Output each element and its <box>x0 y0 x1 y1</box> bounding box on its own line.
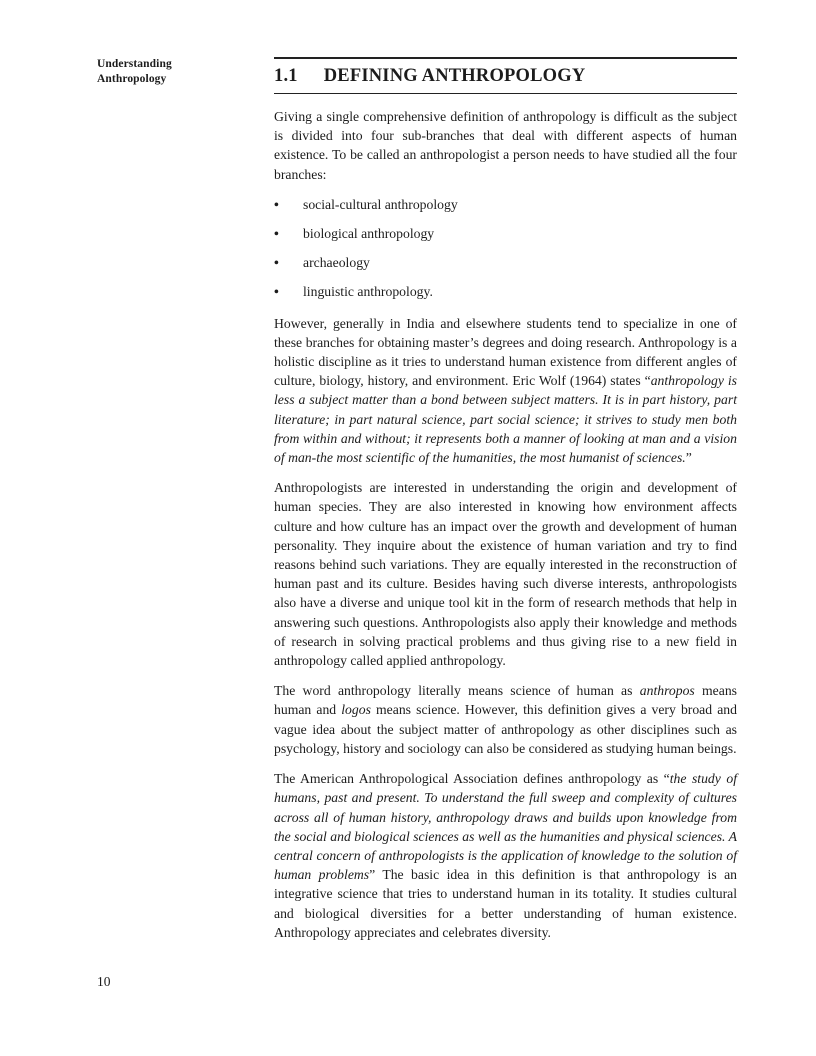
text-segment-italic: logos <box>341 702 371 718</box>
list-item-label: archaeology <box>303 255 370 271</box>
list-item <box>274 282 737 301</box>
content-column <box>274 57 737 996</box>
list-item <box>274 195 737 214</box>
text-segment: Giving a single comprehensive definition of anthropology is difficult as the subject is divided into four sub-branches that deal with different aspects of human existence. To be called an anthropologist a person needs to have studied all the four branches: <box>274 109 737 182</box>
running-head <box>97 57 172 87</box>
text-segment: Anthropologists are interested in understanding the origin and development of human species. They are also interested in knowing how environment affects culture and how culture has an impact over the growth and development of human personality. They inquire about the existence of human variation and try to find reasons behind such variations. They are equally interested in the reconstruction of human past and its culture. Besides having such diverse interests, anthropologists also have a diverse and unique tool kit in the form of research methods that help in answering such questions. Anthropologists also apply their knowledge and methods of research in solving practical problems and thus giving rise to a new field in anthropology called applied anthropology. <box>274 480 737 669</box>
section-title: DEFINING ANTHROPOLOGY <box>323 66 586 86</box>
text-segment-italic: the study of humans, past and present. To understand the full sweep and complexity of cultures across all of human history, anthropology draws and builds upon knowledge from the social and biological sciences as well as the humanities and physical sciences. A central concern of anthropologists is the application of knowledge to the solution of human problems <box>274 771 737 883</box>
bullet-icon: • <box>274 226 279 242</box>
text-segment: The American Anthropological Association defines anthropology as “ <box>274 771 670 787</box>
list-item-label: biological anthropology <box>303 226 435 242</box>
paragraph-intro <box>274 107 737 184</box>
paragraph-wolf-quote <box>274 314 737 468</box>
bullet-list <box>274 195 737 302</box>
section-heading <box>274 57 737 94</box>
text-segment: means human and <box>274 683 738 718</box>
text-segment: means science. However, this definition gives a very broad and vague idea about the subject matter of anthropology as other disciplines such as psychology, history and sociology can also be considered as studying human beings. <box>274 702 737 756</box>
text-segment: The word anthropology literally means science of human as <box>274 683 640 699</box>
bullet-icon: • <box>274 196 279 212</box>
list-item-label: social-cultural anthropology <box>303 196 458 212</box>
paragraph-interests <box>274 478 737 670</box>
section-number: 1.1 <box>274 66 298 86</box>
text-segment: ” The basic idea in this definition is that anthropology is an integrative science that tries to understand human in its totality. It studies cultural and biological diversities for a better understanding of human existence. Anthropology appreciates and celebrates diversity. <box>274 867 737 940</box>
page-number: 10 <box>97 974 111 989</box>
text-segment-italic: anthropos <box>639 683 695 699</box>
paragraph-aaa-definition <box>274 769 737 942</box>
list-item <box>274 253 737 272</box>
list-item-label: linguistic anthropology. <box>303 284 433 300</box>
text-segment: However, generally in India and elsewhere students tend to specialize in one of these branches for obtaining master’s degrees and doing research. Anthropology is a holistic discipline as it tries to understand human existence from different angles of culture, biology, history, and environment. Eric Wolf (1964) states “ <box>274 315 737 389</box>
running-head-line1: Understanding <box>97 58 172 70</box>
running-head-line2: Anthropology <box>97 73 167 85</box>
list-item <box>274 224 737 243</box>
paragraph-etymology <box>274 681 737 758</box>
bullet-icon: • <box>274 284 279 300</box>
margin-column <box>97 57 274 996</box>
text-segment-italic: anthropology is less a subject matter than a bond between subject matters. It is in part history, part literature; in part natural science, part social science; it strives to study men both from within and without; it represents both a manner of looking at man and a vision of man-the most scientific of the humanities, the most humanist of sciences. <box>274 373 738 466</box>
text-segment: ” <box>685 450 692 466</box>
bullet-icon: • <box>274 255 279 271</box>
